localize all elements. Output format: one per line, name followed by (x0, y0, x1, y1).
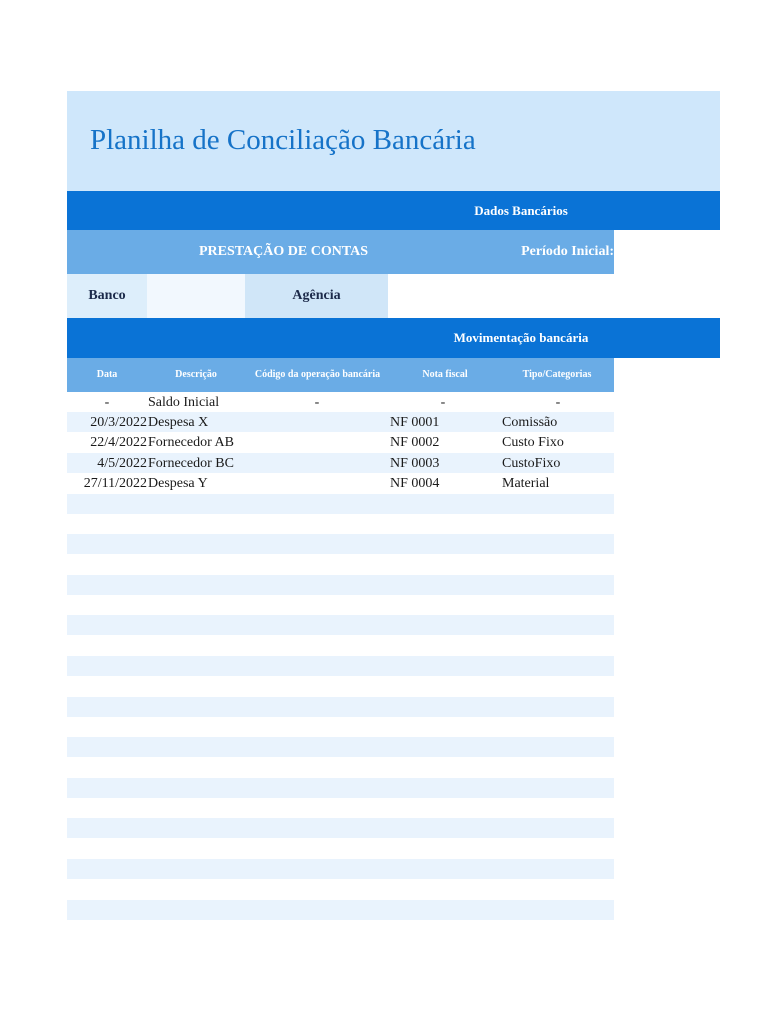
table-row (67, 676, 614, 696)
table-row (67, 534, 614, 554)
table-row (67, 595, 614, 615)
page-title: Planilha de Conciliação Bancária (90, 124, 476, 156)
table-cell-invoice[interactable]: NF 0001 (390, 415, 440, 430)
column-header-category: Tipo/Categorias (522, 369, 592, 380)
column-header-description: Descrição (175, 369, 217, 380)
table-row (67, 615, 614, 635)
column-header-invoice: Nota fiscal (422, 369, 468, 380)
table-cell-invoice[interactable]: NF 0003 (390, 456, 440, 471)
table-cell-category[interactable]: Custo Fixo (502, 435, 564, 450)
bank-data-heading: Dados Bancários (474, 203, 568, 218)
agency-label: Agência (245, 274, 388, 318)
table-cell-description[interactable]: Fornecedor BC (148, 456, 234, 471)
table-row (67, 778, 614, 798)
table-row (67, 494, 614, 514)
table-row (67, 859, 614, 879)
table-cell-operation-code[interactable] (246, 413, 388, 433)
transactions-band (67, 318, 720, 358)
table-row (67, 636, 614, 656)
transactions-heading: Movimentação bancária (453, 330, 589, 345)
table-row (67, 798, 614, 818)
table-cell-date[interactable]: 27/11/2022 (83, 476, 147, 491)
table-cell-operation-code[interactable] (246, 474, 388, 494)
bank-field[interactable] (147, 274, 245, 318)
table-cell-description[interactable]: Despesa X (148, 415, 209, 430)
table-cell-category[interactable]: - (555, 395, 561, 410)
bank-data-band (67, 191, 720, 230)
table-cell-invoice[interactable]: NF 0004 (390, 476, 440, 491)
table-cell-invoice[interactable]: NF 0002 (390, 435, 440, 450)
table-row (67, 697, 614, 717)
table-cell-date[interactable]: 4/5/2022 (97, 456, 147, 471)
column-header-date: Data (96, 369, 118, 380)
table-row (67, 575, 614, 595)
table-cell-operation-code[interactable] (246, 454, 388, 474)
bank-label: Banco (67, 274, 147, 318)
table-cell-date[interactable]: 20/3/2022 (90, 415, 147, 430)
table-cell-category[interactable]: CustoFixo (502, 456, 561, 471)
table-cell-category[interactable]: Comissão (502, 415, 558, 430)
table-cell-description[interactable]: Despesa Y (148, 476, 208, 491)
table-row (67, 879, 614, 899)
column-header-operation-code: Código da operação bancária (254, 369, 381, 380)
table-row (67, 757, 614, 777)
table-cell-operation-code[interactable] (246, 433, 388, 453)
table-row (67, 818, 614, 838)
table-row (67, 717, 614, 737)
table-row (67, 900, 614, 920)
accounts-heading: PRESTAÇÃO DE CONTAS (198, 244, 369, 259)
table-cell-date[interactable]: 22/4/2022 (90, 435, 147, 450)
table-cell-description[interactable]: Fornecedor AB (148, 435, 234, 450)
table-row (67, 839, 614, 859)
table-row (67, 737, 614, 757)
table-cell-invoice[interactable]: - (440, 395, 446, 410)
initial-period-label: Período Inicial: (521, 244, 614, 259)
table-cell-date[interactable]: - (104, 395, 110, 410)
table-row (67, 656, 614, 676)
table-cell-description[interactable]: Saldo Inicial (148, 395, 220, 410)
table-cell-operation-code[interactable]: - (314, 395, 320, 410)
table-row (67, 514, 614, 534)
table-row (67, 554, 614, 574)
table-cell-category[interactable]: Material (502, 476, 550, 491)
